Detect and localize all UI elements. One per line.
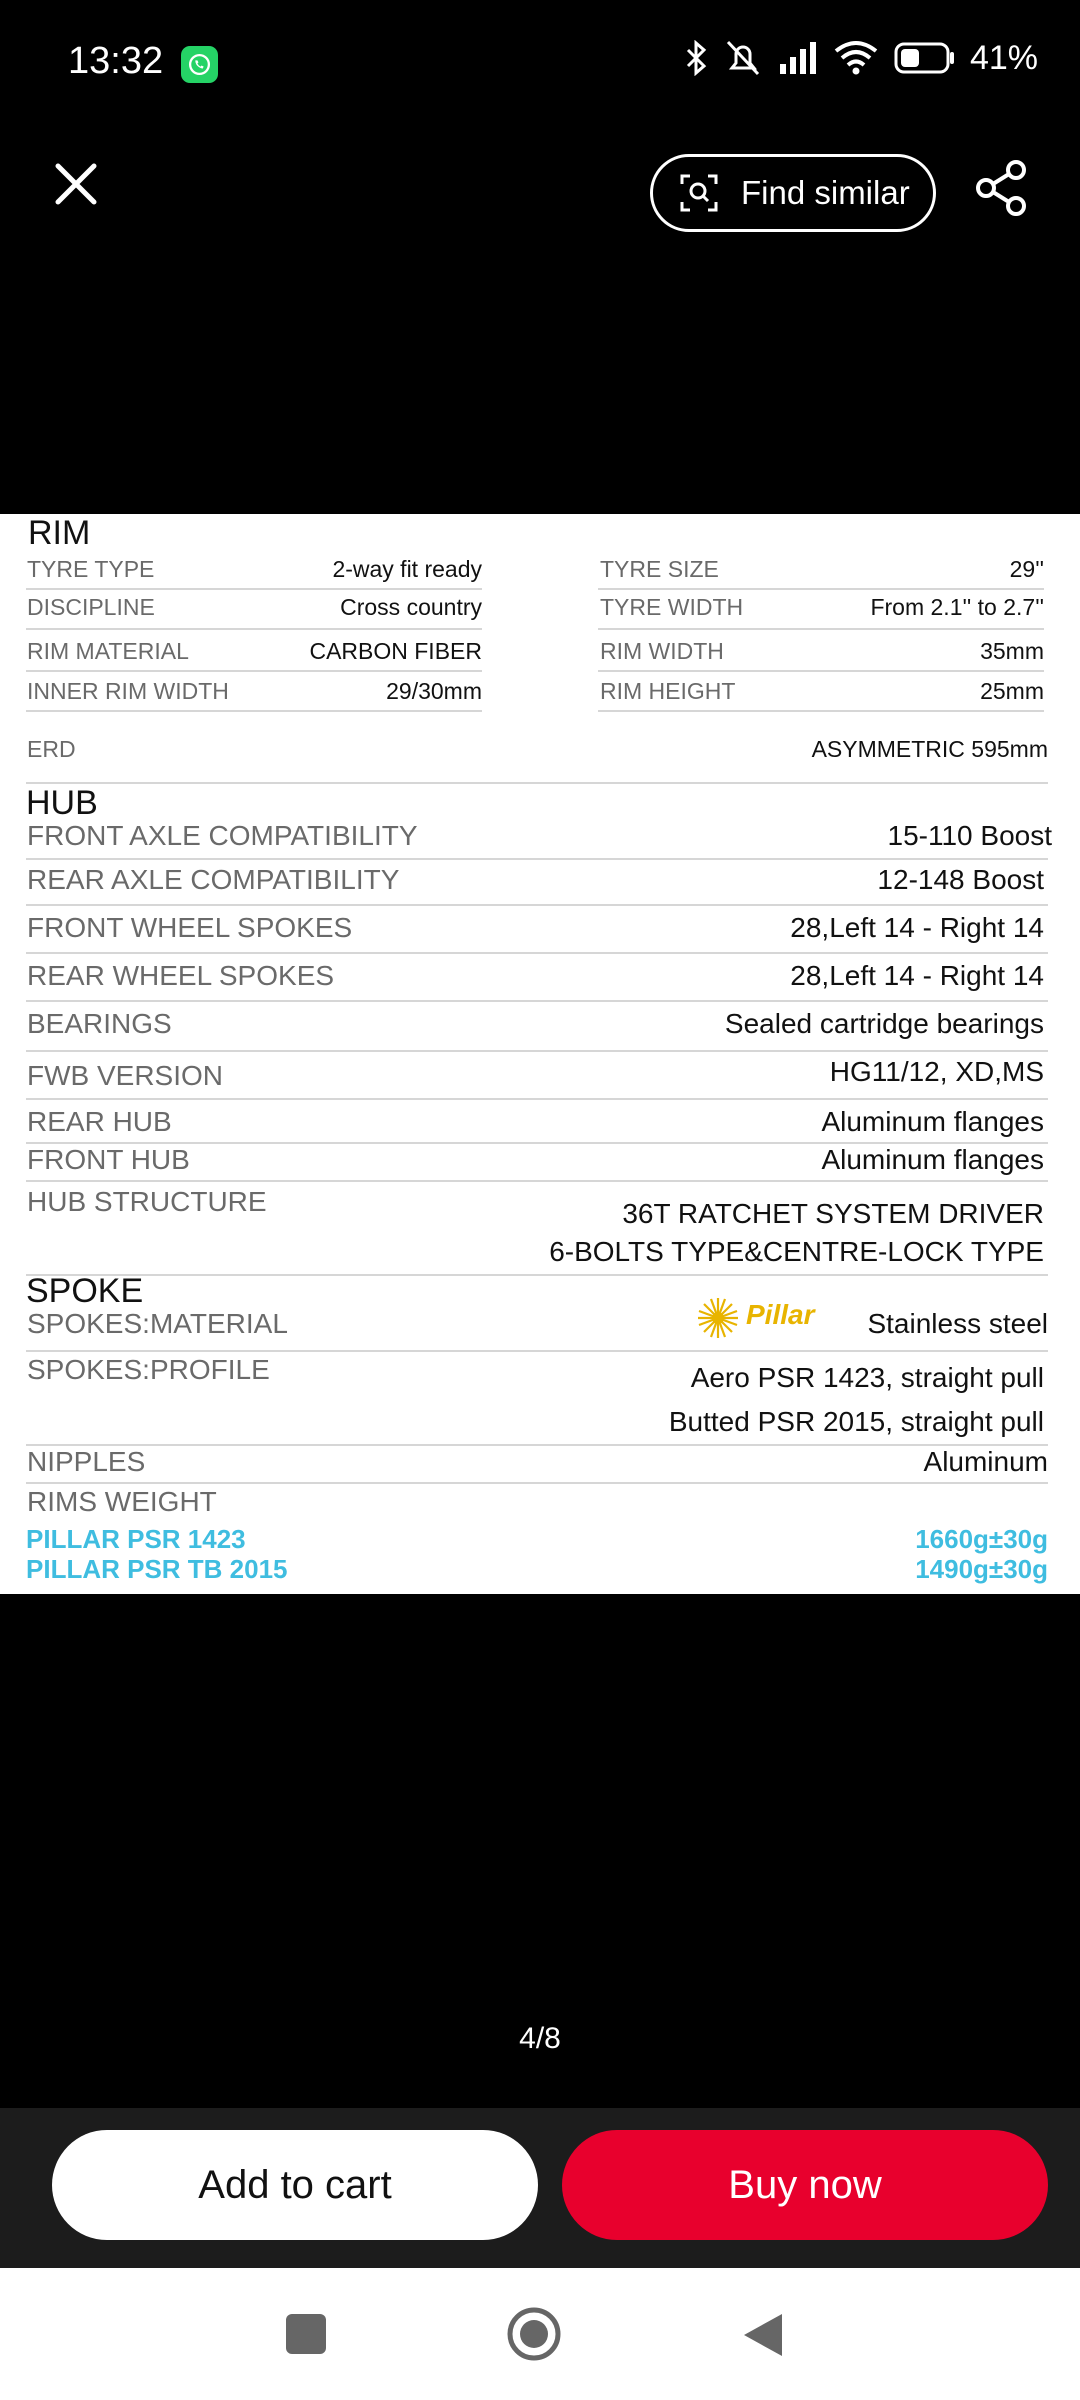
divider bbox=[26, 710, 482, 712]
spec-value: Butted PSR 2015, straight pull bbox=[668, 1406, 1044, 1437]
divider bbox=[598, 670, 1044, 672]
find-similar-label: Find similar bbox=[741, 174, 910, 211]
rim-title: RIM bbox=[28, 514, 91, 552]
weight-name: PILLAR PSR 1423 bbox=[26, 1524, 246, 1554]
image-search-icon bbox=[679, 173, 719, 213]
divider bbox=[26, 904, 1048, 906]
spec-value: 36T RATCHET SYSTEM DRIVER bbox=[622, 1198, 1044, 1229]
divider bbox=[26, 670, 482, 672]
spec-value: HG11/12, XD,MS bbox=[829, 1056, 1044, 1087]
spec-label: REAR AXLE COMPATIBILITY bbox=[27, 864, 400, 895]
divider bbox=[26, 858, 1048, 860]
spec-value: 28,Left 14 - Right 14 bbox=[790, 960, 1044, 991]
spec-label: TYRE WIDTH bbox=[600, 594, 744, 620]
divider bbox=[26, 588, 482, 590]
product-spec-image[interactable] bbox=[0, 514, 1080, 1594]
spec-label: TYRE TYPE bbox=[27, 556, 155, 582]
wifi-icon bbox=[832, 39, 880, 77]
spec-value: Stainless steel bbox=[867, 1308, 1048, 1339]
spec-label: REAR WHEEL SPOKES bbox=[27, 960, 335, 991]
home-icon[interactable] bbox=[506, 2306, 562, 2362]
divider bbox=[26, 1050, 1048, 1052]
divider bbox=[26, 1444, 1048, 1446]
spec-value: Aluminum flanges bbox=[821, 1144, 1044, 1175]
status-time: 13:32 bbox=[68, 40, 164, 82]
divider bbox=[26, 782, 1048, 784]
spec-value: Cross country bbox=[340, 594, 482, 620]
divider bbox=[26, 1098, 1048, 1100]
back-icon[interactable] bbox=[740, 2310, 786, 2360]
spec-value: CARBON FIBER bbox=[309, 638, 482, 664]
find-similar-button[interactable] bbox=[650, 154, 936, 232]
divider bbox=[598, 588, 1044, 590]
spec-value: Sealed cartridge bearings bbox=[724, 1008, 1044, 1039]
pillar-brand-text: Pillar bbox=[746, 1299, 815, 1330]
divider bbox=[26, 628, 482, 630]
spec-label: REAR HUB bbox=[27, 1106, 172, 1137]
spec-label: HUB STRUCTURE bbox=[27, 1186, 267, 1217]
recents-icon[interactable] bbox=[286, 2314, 326, 2354]
spec-label: RIM WIDTH bbox=[600, 638, 724, 664]
pillar-logo bbox=[694, 1294, 846, 1342]
spec-value: 29'' bbox=[1009, 556, 1044, 582]
spec-label: RIM MATERIAL bbox=[27, 638, 189, 664]
spec-label: NIPPLES bbox=[27, 1446, 146, 1477]
spec-label: FWB VERSION bbox=[27, 1060, 224, 1091]
divider bbox=[26, 1274, 1048, 1276]
spec-value: Aluminum bbox=[923, 1446, 1048, 1477]
battery-icon bbox=[894, 42, 956, 74]
image-pager-indicator: 4/8 bbox=[519, 2022, 561, 2055]
divider bbox=[26, 1482, 1048, 1484]
spec-label: INNER RIM WIDTH bbox=[27, 678, 229, 704]
spec-label: FRONT HUB bbox=[27, 1144, 190, 1175]
spec-label: TYRE SIZE bbox=[600, 556, 719, 582]
spec-value: 25mm bbox=[980, 678, 1044, 704]
weight-name: PILLAR PSR TB 2015 bbox=[26, 1554, 288, 1584]
divider bbox=[26, 1350, 1048, 1352]
hub-title: HUB bbox=[26, 784, 98, 822]
system-nav-bar bbox=[0, 2268, 1080, 2400]
signal-icon bbox=[778, 40, 818, 76]
spec-value: ASYMMETRIC 595mm bbox=[811, 736, 1048, 762]
status-bar bbox=[0, 0, 1080, 130]
spec-label: RIM HEIGHT bbox=[600, 678, 736, 704]
add-to-cart-button[interactable]: Add to cart bbox=[52, 2130, 538, 2240]
weight-value: 1490g±30g bbox=[915, 1554, 1048, 1584]
status-icons bbox=[684, 38, 1038, 78]
spec-value: Aluminum flanges bbox=[821, 1106, 1044, 1137]
divider bbox=[26, 952, 1048, 954]
bottom-action-bar bbox=[0, 2108, 1080, 2268]
weight-value: 1660g±30g bbox=[915, 1524, 1048, 1554]
spec-value: Aero PSR 1423, straight pull bbox=[690, 1362, 1044, 1393]
spec-label: FRONT AXLE COMPATIBILITY bbox=[27, 820, 418, 851]
close-icon[interactable] bbox=[44, 152, 108, 216]
spec-value: 28,Left 14 - Right 14 bbox=[790, 912, 1044, 943]
bluetooth-icon bbox=[684, 40, 708, 76]
divider bbox=[598, 710, 1044, 712]
spec-label: DISCIPLINE bbox=[27, 594, 155, 620]
divider bbox=[26, 1000, 1048, 1002]
spec-value: 15-110 Boost bbox=[887, 820, 1052, 851]
share-icon[interactable] bbox=[970, 156, 1034, 220]
divider bbox=[598, 628, 1044, 630]
spec-value: 29/30mm bbox=[386, 678, 482, 704]
divider bbox=[26, 1180, 1048, 1182]
mute-bell-icon bbox=[722, 38, 764, 78]
spec-label: SPOKES:PROFILE bbox=[27, 1354, 270, 1385]
spec-label: SPOKES:MATERIAL bbox=[27, 1308, 288, 1339]
battery-percent: 41% bbox=[969, 38, 1038, 77]
spec-label: RIMS WEIGHT bbox=[27, 1486, 217, 1517]
whatsapp-icon bbox=[181, 46, 218, 83]
spec-value: 2-way fit ready bbox=[332, 556, 482, 582]
spec-value: From 2.1'' to 2.7'' bbox=[870, 594, 1044, 620]
spec-label: BEARINGS bbox=[27, 1008, 172, 1039]
spec-value: 12-148 Boost bbox=[877, 864, 1044, 895]
spec-value: 6-BOLTS TYPE&CENTRE-LOCK TYPE bbox=[549, 1236, 1044, 1267]
spec-label: ERD bbox=[27, 736, 76, 762]
spec-value: 35mm bbox=[980, 638, 1044, 664]
buy-now-button[interactable]: Buy now bbox=[562, 2130, 1048, 2240]
spec-label: FRONT WHEEL SPOKES bbox=[27, 912, 353, 943]
spoke-title: SPOKE bbox=[26, 1272, 144, 1310]
